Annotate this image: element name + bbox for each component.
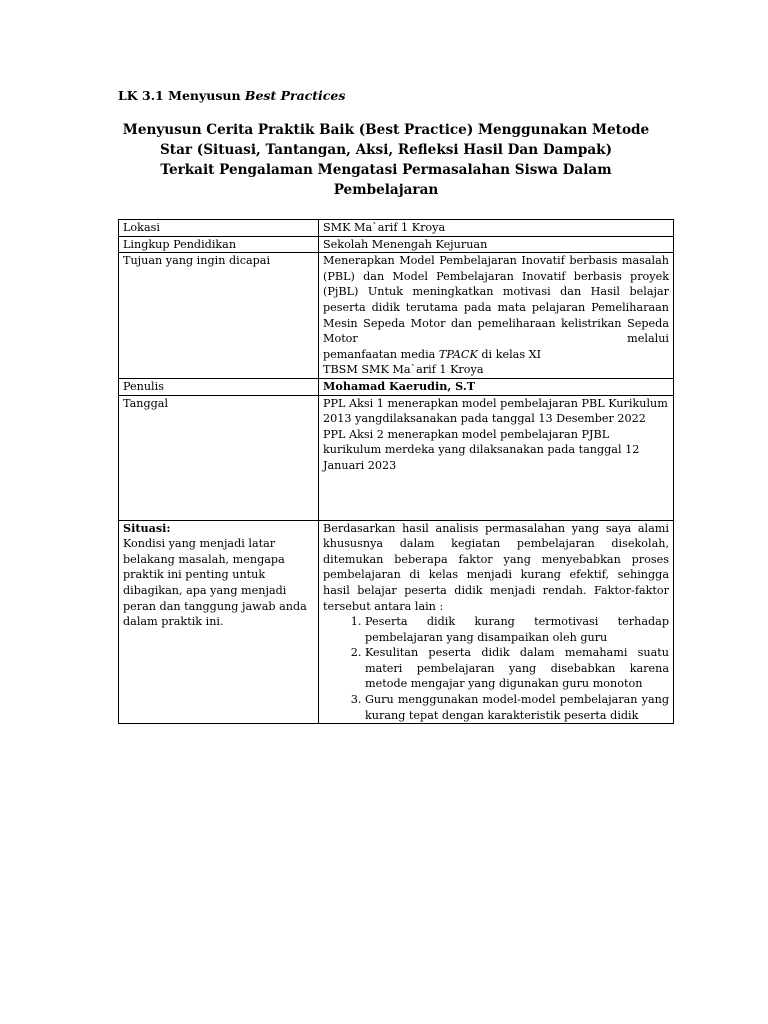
row-lokasi (119, 220, 674, 237)
lingkup-label: Lingkup Pendidikan (119, 236, 319, 253)
lokasi-value: SMK Ma`arif 1 Kroya (319, 220, 674, 237)
situasi-description: Kondisi yang menjadi latar belakang masalah, mengapa praktik ini penting untuk dibagikan, apa yang menjadi peran dan tanggung jawab anda dalam praktik ini. (123, 537, 307, 629)
tujuan-media-line (323, 347, 669, 363)
row-tanggal (119, 395, 674, 520)
row-tujuan (119, 253, 674, 379)
tujuan-media-prefix: pemanfaatan media (323, 347, 439, 361)
penulis-label: Penulis (119, 378, 319, 395)
tanggal-label: Tanggal (119, 395, 319, 520)
title-line-3: Terkait Pengalaman Mengatasi Permasalahan Siswa Dalam (160, 162, 612, 178)
tanggal-aksi-2: PPL Aksi 2 menerapkan model pembelajaran PJBL kurikulum merdeka yang dilaksanakan pada tanggal 12 Januari 2023 (323, 427, 640, 472)
title-line-1: Menyusun Cerita Praktik Baik (Best Practice) Menggunakan Metode (122, 122, 650, 138)
situasi-label: Situasi: (123, 520, 171, 535)
document-title (118, 120, 654, 200)
tujuan-text: Menerapkan Model Pembelajaran Inovatif berbasis masalah (PBL) dan Model Pembelajaran Inovatif berbasis proyek (PjBL) Untuk meningkatkan motivasi dan Hasil belajar peserta didik terutama pada mata pelajaran Pemeliharaan Mesin Sepeda Motor dan pemeliharaan kelistrikan Sepeda Motor melalui (323, 254, 669, 346)
worksheet-heading-prefix: LK 3.1 Menyusun (118, 88, 245, 103)
faktor-item-2: 2. Kesulitan peserta didik dalam memahami suatu materi pembelajaran yang disebabkan karena metode mengajar yang digunakan guru monoton (365, 645, 669, 692)
row-lingkup-pendidikan (119, 236, 674, 253)
situasi-label-cell (119, 520, 319, 724)
penulis-value: Mohamad Kaerudin, S.T (319, 378, 674, 395)
tanggal-aksi-1: PPL Aksi 1 menerapkan model pembelajaran PBL Kurikulum 2013 yangdilaksanakan pada tanggal 13 Desember 2022 (323, 396, 668, 426)
tujuan-label: Tujuan yang ingin dicapai (119, 253, 319, 379)
situasi-value (319, 520, 674, 724)
row-penulis (119, 378, 674, 395)
faktor-item-1: 1. Peserta didik kurang termotivasi terhadap pembelajaran yang disampaikan oleh guru (365, 614, 669, 645)
worksheet-heading-italic: Best Practices (244, 88, 346, 103)
tujuan-media-suffix: di kelas XI (477, 347, 542, 361)
tujuan-value (319, 253, 674, 379)
lingkup-value: Sekolah Menengah Kejuruan (319, 236, 674, 253)
tujuan-last-line: TBSM SMK Ma`arif 1 Kroya (323, 363, 484, 377)
faktor-item-3: 3. Guru menggunakan model-model pembelajaran yang kurang tepat dengan karakteristik peserta didik (365, 692, 669, 723)
row-situasi (119, 520, 674, 724)
situasi-intro: Berdasarkan hasil analisis permasalahan yang saya alami khususnya dalam kegiatan pembelajaran disekolah, ditemukan beberapa faktor yang menyebabkan proses pembelajaran di kelas menjadi kurang efektif, sehingga hasil belajar peserta didik menjadi rendah. Faktor-faktor tersebut antara lain : (323, 521, 669, 613)
tanggal-value (319, 395, 674, 520)
lokasi-label: Lokasi (119, 220, 319, 237)
best-practice-table (118, 219, 674, 724)
worksheet-heading (118, 88, 345, 103)
title-line-4: Pembelajaran (333, 182, 439, 198)
faktor-list (323, 614, 669, 723)
tujuan-media-italic: TPACK (438, 347, 478, 361)
title-line-2: Star (Situasi, Tantangan, Aksi, Refleksi Hasil Dan Dampak) (159, 142, 613, 158)
